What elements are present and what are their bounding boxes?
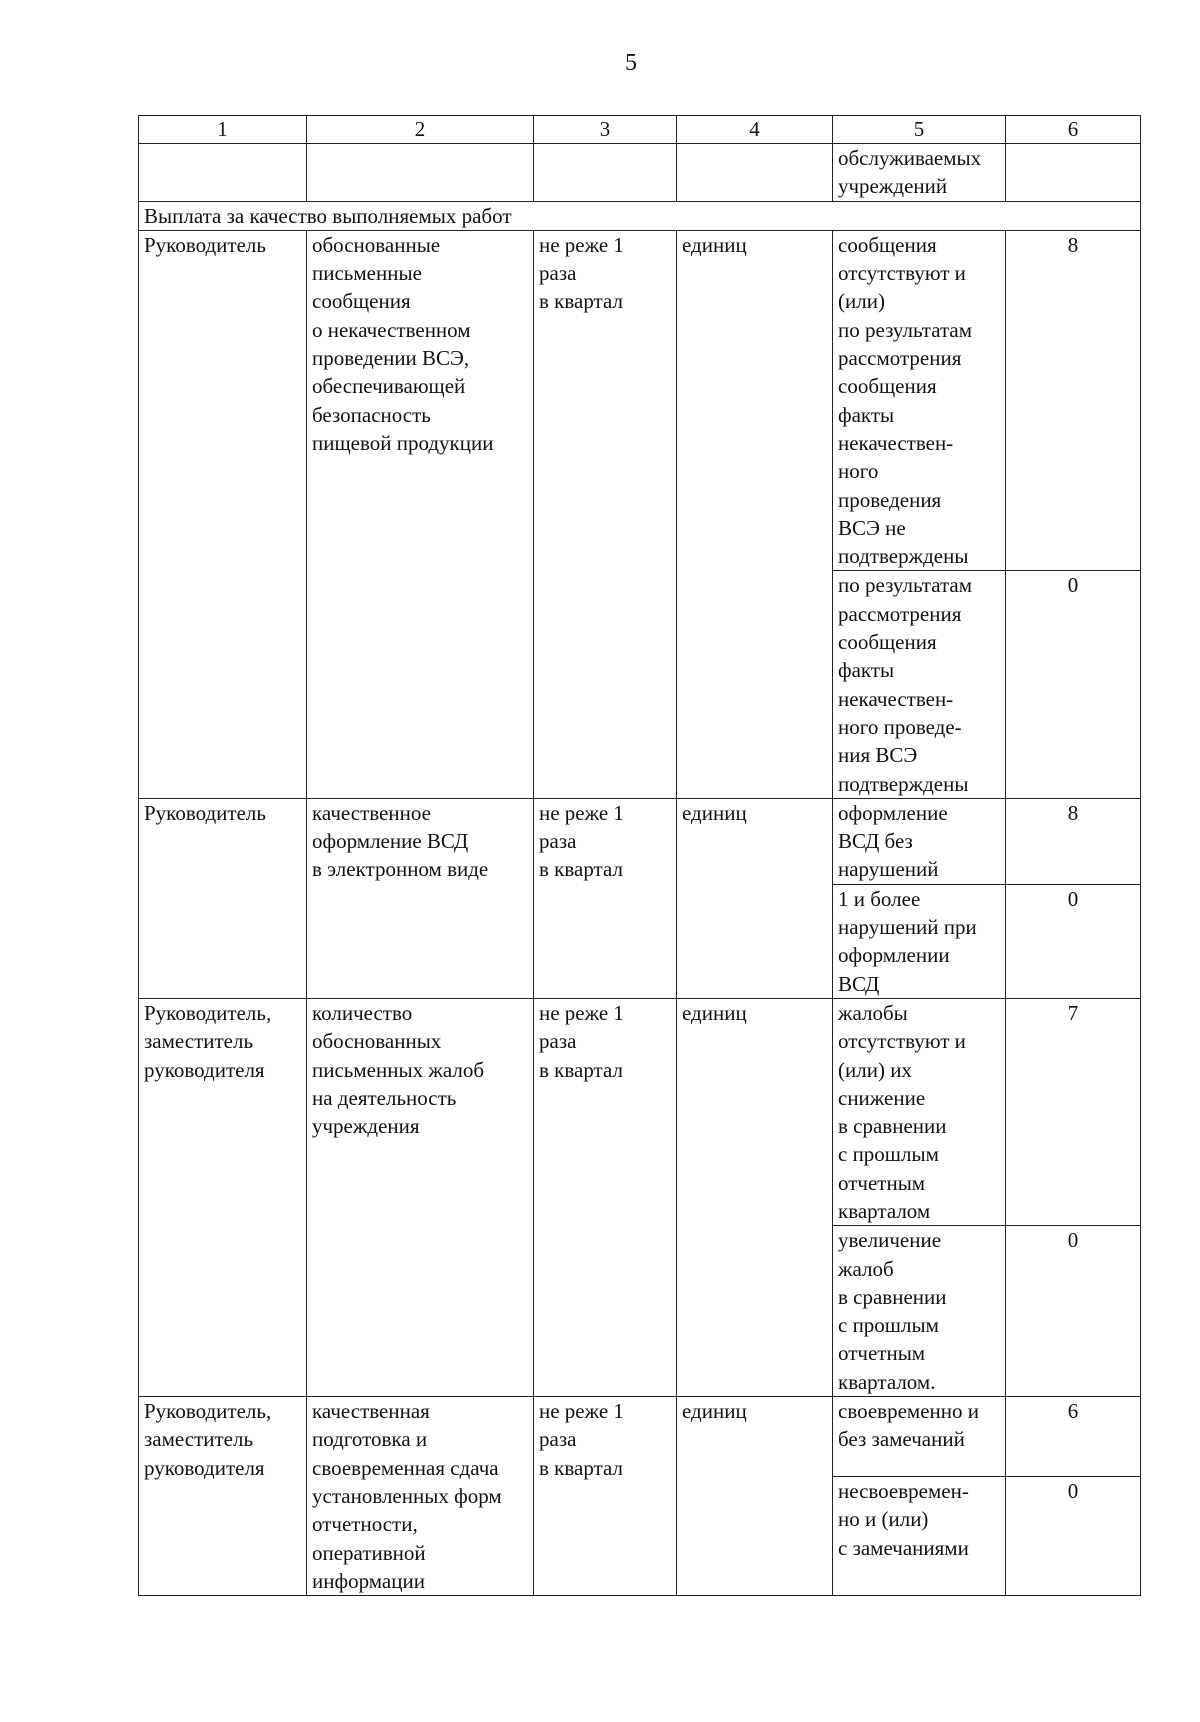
cell-empty: [534, 144, 677, 202]
table-row: [139, 798, 1141, 884]
cell-empty: [139, 144, 307, 202]
score-cell: 7: [1006, 998, 1141, 1225]
column-number: 4: [677, 116, 833, 144]
periodicity-cell: не реже 1 раза в квартал: [534, 998, 677, 1396]
score-cell: 6: [1006, 1397, 1141, 1477]
section-row: [139, 201, 1141, 230]
periodicity-cell: не реже 1 раза в квартал: [534, 1397, 677, 1596]
score-cell: 0: [1006, 1476, 1141, 1595]
score-cell: 8: [1006, 798, 1141, 884]
indicator-cell: качественная подготовка и своевременная сдача установленных форм отчетности, оперативной информации: [307, 1397, 534, 1596]
criterion-text: 1 и более нарушений при оформлении ВСД: [833, 884, 1006, 998]
criterion-text: увеличение жалоб в сравнении с прошлым отчетным кварталом.: [833, 1226, 1006, 1397]
table-row: [139, 1397, 1141, 1477]
table-row: [139, 230, 1141, 571]
unit-cell: единиц: [677, 1397, 833, 1596]
page-number: 5: [625, 50, 637, 76]
continuation-row: [139, 144, 1141, 202]
position-cell: Руководитель: [139, 798, 307, 998]
criterion-text: своевременно и без замечаний: [833, 1397, 1006, 1477]
score-cell: 8: [1006, 230, 1141, 571]
score-cell: 0: [1006, 571, 1141, 798]
column-number: 1: [139, 116, 307, 144]
criterion-text: по результатам рассмотрения сообщения факты некачествен- ного проведе- ния ВСЭ подтверждены: [833, 571, 1006, 798]
criterion-text: несвоевремен- но и (или) с замечаниями: [833, 1476, 1006, 1595]
section-title: Выплата за качество выполняемых работ: [139, 201, 1141, 230]
indicator-cell: качественное оформление ВСД в электронном виде: [307, 798, 534, 998]
table-row: [139, 998, 1141, 1225]
column-number: 5: [833, 116, 1006, 144]
criteria-table: [138, 115, 1141, 1596]
cell-empty: [1006, 144, 1141, 202]
position-cell: Руководитель, заместитель руководителя: [139, 1397, 307, 1596]
cell-empty: [677, 144, 833, 202]
periodicity-cell: не реже 1 раза в квартал: [534, 230, 677, 798]
cell-empty: [307, 144, 534, 202]
column-number: 3: [534, 116, 677, 144]
column-number: 2: [307, 116, 534, 144]
indicator-cell: обоснованные письменные сообщения о некачественном проведении ВСЭ, обеспечивающей безопасность пищевой продукции: [307, 230, 534, 798]
unit-cell: единиц: [677, 230, 833, 798]
column-number: 6: [1006, 116, 1141, 144]
criterion-text: сообщения отсутствуют и (или) по результатам рассмотрения сообщения факты некачествен- ного проведения ВСЭ не подтверждены: [833, 230, 1006, 571]
score-cell: 0: [1006, 1226, 1141, 1397]
column-number-row: [139, 116, 1141, 144]
criterion-text: оформление ВСД без нарушений: [833, 798, 1006, 884]
position-cell: Руководитель: [139, 230, 307, 798]
unit-cell: единиц: [677, 798, 833, 998]
score-cell: 0: [1006, 884, 1141, 998]
position-cell: Руководитель, заместитель руководителя: [139, 998, 307, 1396]
criterion-text: жалобы отсутствуют и (или) их снижение в сравнении с прошлым отчетным кварталом: [833, 998, 1006, 1225]
unit-cell: единиц: [677, 998, 833, 1396]
periodicity-cell: не реже 1 раза в квартал: [534, 798, 677, 998]
criterion-text: обслуживаемых учреждений: [833, 144, 1006, 202]
indicator-cell: количество обоснованных письменных жалоб на деятельность учреждения: [307, 998, 534, 1396]
